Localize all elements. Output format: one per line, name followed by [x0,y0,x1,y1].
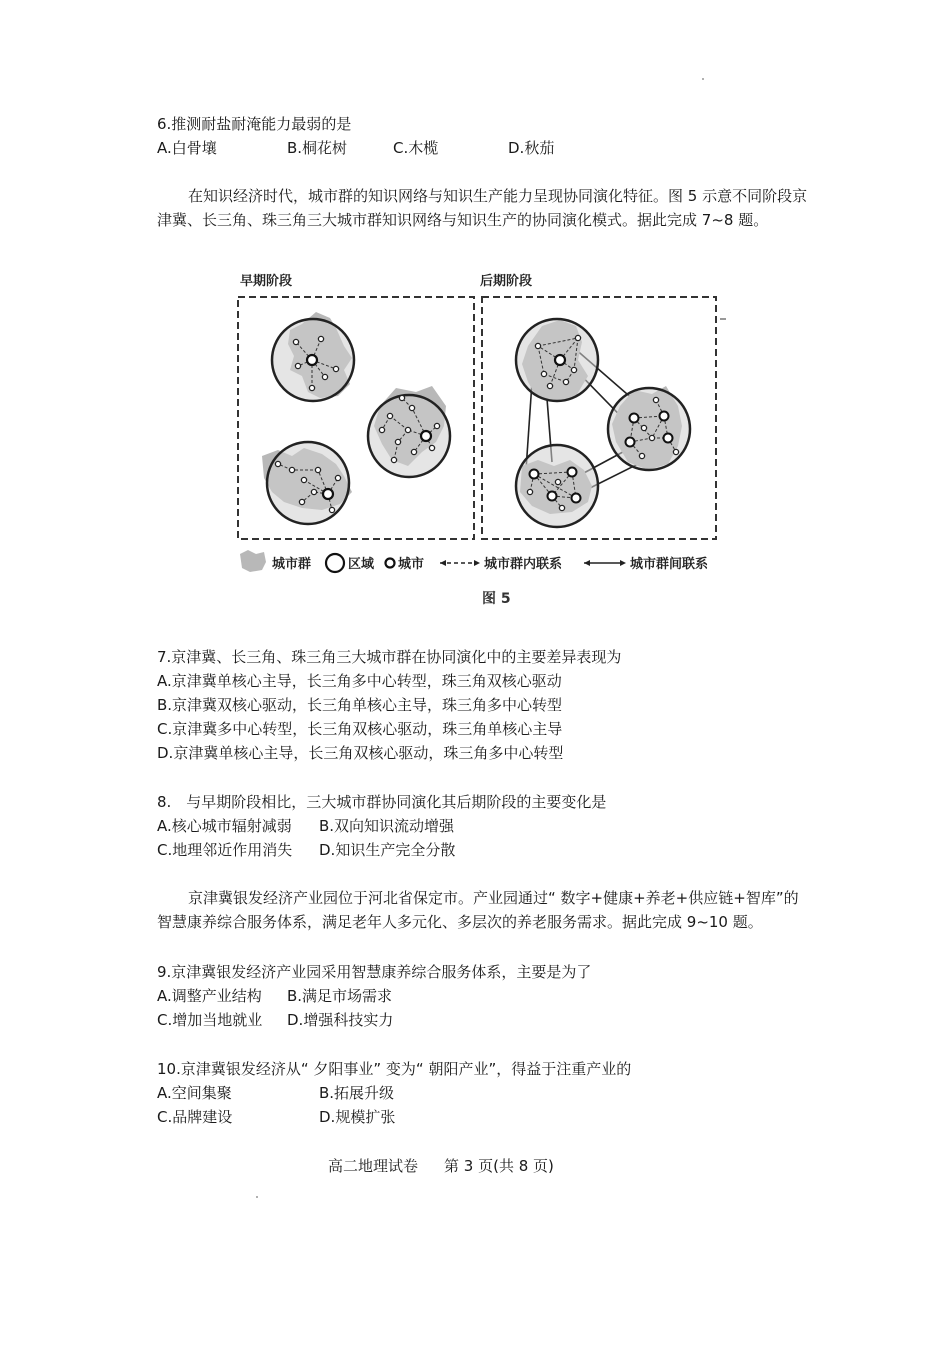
core-city [323,489,333,499]
q8-option-b: B.双向知识流动增强 [319,817,455,835]
scan-speck [256,1196,258,1198]
q9-option-d: D.增强科技实力 [287,1011,394,1029]
q8-option-a: A.核心城市辐射减弱 [157,817,292,835]
q7-option-c: C.京津冀多中心转型，长三角双核心驱动，珠三角单核心主导 [157,720,563,738]
q10-option-d: D.规模扩张 [319,1108,396,1126]
late-cluster-pearl [516,445,598,527]
legend-region-label: 区域 [348,557,375,572]
late-cluster-yangtze [608,386,690,470]
region-circle [267,442,349,524]
scan-speck [702,78,704,80]
figure-caption: 图 5 [482,591,511,607]
footer-page-number: 第 3 页(共 8 页) [444,1157,554,1175]
core-city [555,355,565,365]
legend [240,550,708,572]
q9-option-c: C.增加当地就业 [157,1011,263,1029]
intro-paragraph-9-10: 京津冀银发经济产业园位于河北省保定市。产业园通过“ 数字+健康+养老+供应链+智库”的智慧康养综合服务体系，满足老年人多元化、多层次的养老服务需求。据此完成 9~10 题。 [157,889,799,931]
region-circle [608,388,690,470]
panel-title-early: 早期阶段 [240,274,293,289]
q7-option-a: A.京津冀单核心主导，长三角多中心转型，珠三角双核心驱动 [157,672,562,690]
q10-stem: 10.京津冀银发经济从“ 夕阳事业” 变为“ 朝阳产业”，得益于注重产业的 [157,1060,632,1078]
q9-option-a: A.调整产业结构 [157,987,262,1005]
early-cluster-yangtze [368,386,450,477]
region-circle [516,445,598,527]
q8-stem: 8. 与早期阶段相比，三大城市群协同演化其后期阶段的主要变化是 [157,793,607,811]
legend-region-symbol [326,554,344,572]
q9-stem: 9.京津冀银发经济产业园采用智慧康养综合服务体系，主要是为了 [157,963,592,981]
legend-cluster-label: 城市群 [272,557,312,572]
q6-option-a: A.白骨壤 [157,139,217,157]
q6-stem: 6.推测耐盐耐淹能力最弱的是 [157,115,352,133]
legend-inter-link-label: 城市群间联系 [630,557,709,572]
q9-option-b: B.满足市场需求 [287,987,393,1005]
legend-inter-link-symbol [584,560,626,566]
core-city [421,431,431,441]
q10-option-b: B.拓展升级 [319,1084,395,1102]
late-cluster-jingjinji [516,319,598,402]
panel-title-late: 后期阶段 [480,274,533,289]
q7-option-b: B.京津冀双核心驱动，长三角单核心主导，珠三角多中心转型 [157,696,563,714]
q8-option-c: C.地理邻近作用消失 [157,841,293,859]
page-footer [328,1155,554,1176]
legend-cluster-swatch [240,550,266,572]
q10-option-c: C.品牌建设 [157,1108,233,1126]
intro-paragraph-7-8: 在知识经济时代，城市群的知识网络与知识生产能力呈现协同演化特征。图 5 示意不同阶段京津冀、长三角、珠三角三大城市群知识网络与知识生产的协同演化模式。据此完成 7~8 题。 [157,187,808,229]
q6-option-c: C.木榄 [393,139,439,157]
q10-option-a: A.空间集聚 [157,1084,232,1102]
q7-option-d: D.京津冀单核心主导，长三角双核心驱动，珠三角多中心转型 [157,744,564,762]
early-cluster-pearl [262,442,352,524]
q6-option-d: D.秋茄 [508,139,555,157]
early-cluster-jingjinji [272,312,354,401]
legend-intra-link-label: 城市群内联系 [484,557,563,572]
legend-city-symbol [386,559,395,568]
core-city [307,355,317,365]
legend-city-label: 城市 [398,557,425,572]
legend-intra-link-symbol [440,560,480,566]
figure-5-diagram [232,266,732,586]
q7-stem: 7.京津冀、长三角、珠三角三大城市群在协同演化中的主要差异表现为 [157,648,622,666]
q6-option-b: B.桐花树 [287,139,348,157]
footer-exam-title: 高二地理试卷 [328,1157,419,1175]
q8-option-d: D.知识生产完全分散 [319,841,456,859]
